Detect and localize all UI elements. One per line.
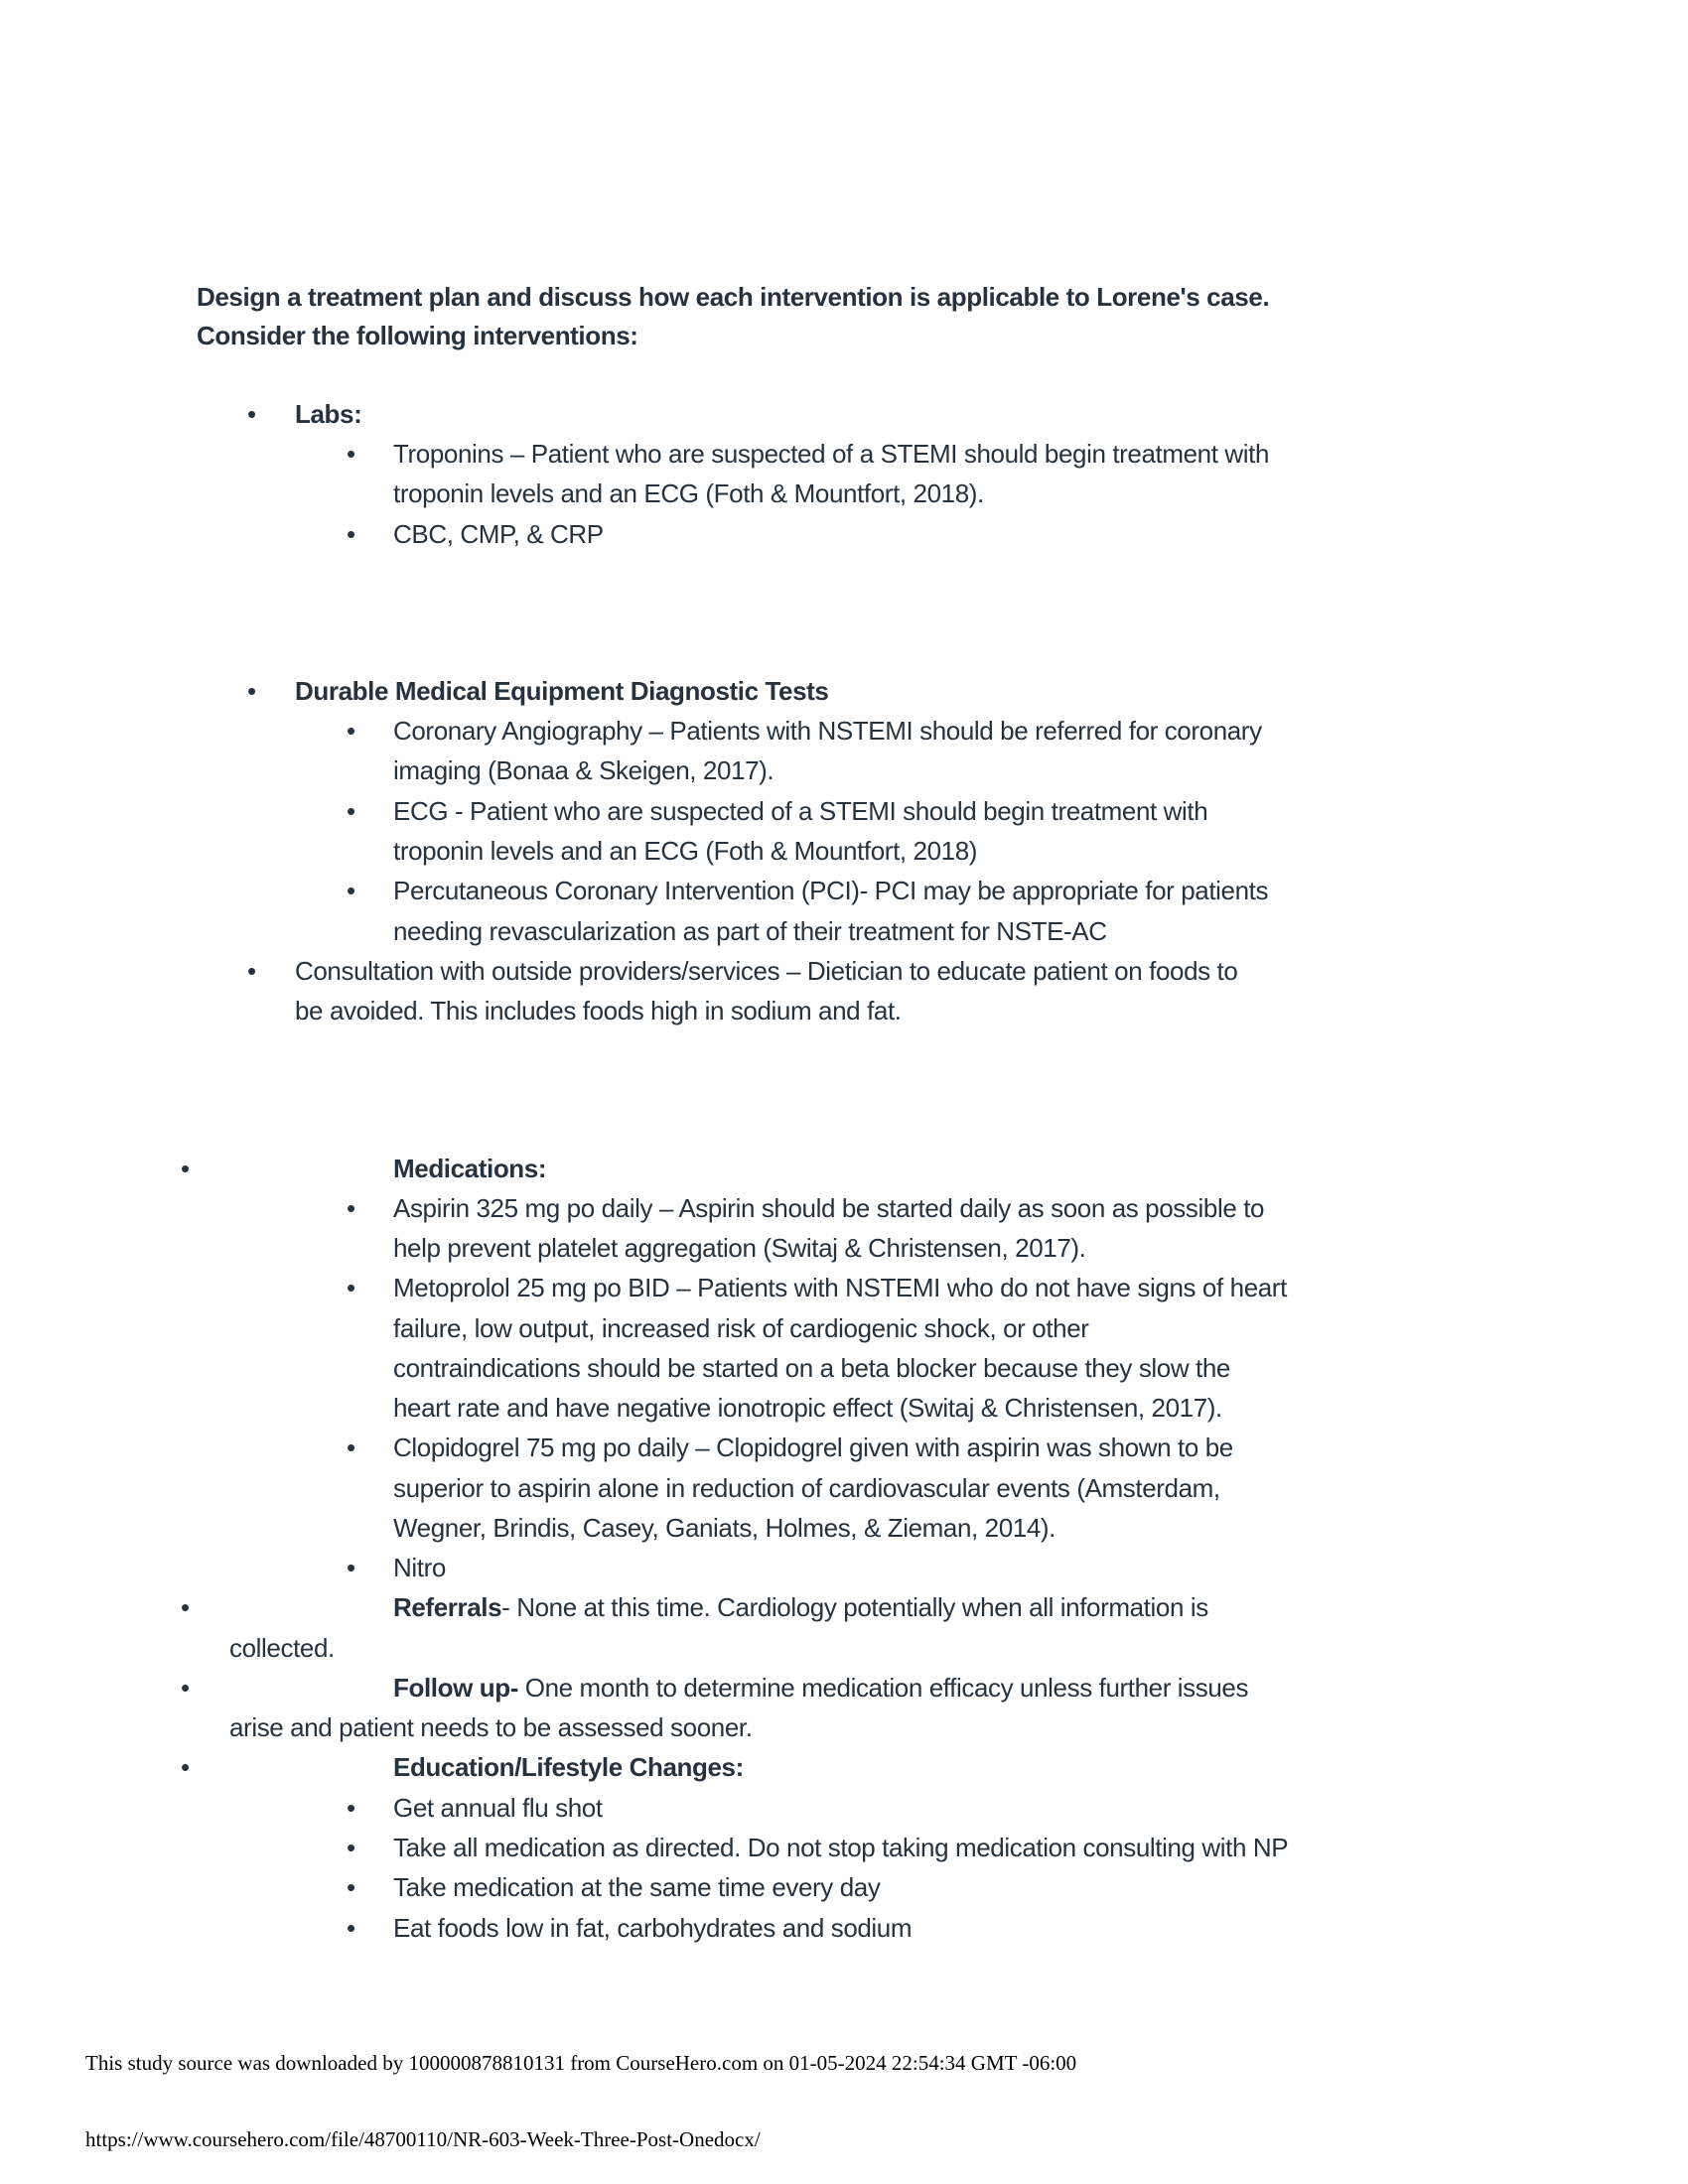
- bullet: •: [247, 956, 257, 986]
- list-item: troponin levels and an ECG (Foth & Mountfort, 2018): [393, 836, 978, 866]
- bullet: •: [347, 796, 356, 826]
- source-url-link[interactable]: https://www.coursehero.com/file/48700110/NR-603-Week-Three-Post-Onedocx/: [85, 2127, 761, 2151]
- list-item: Wegner, Brindis, Casey, Ganiats, Holmes, & Zieman, 2014).: [393, 1513, 1055, 1543]
- list-item: failure, low output, increased risk of cardiogenic shock, or other: [393, 1313, 1089, 1343]
- education-title: Education/Lifestyle Changes:: [393, 1752, 744, 1782]
- list-item: Coronary Angiography – Patients with NSTEMI should be referred for coronary: [393, 716, 1262, 746]
- list-item: Clopidogrel 75 mg po daily – Clopidogrel given with aspirin was shown to be: [393, 1433, 1233, 1462]
- follow-up-line-2: arise and patient needs to be assessed sooner.: [229, 1712, 753, 1742]
- bullet: •: [247, 399, 257, 429]
- bullet: •: [347, 1553, 356, 1582]
- bullet: •: [347, 876, 356, 905]
- referrals-text: [393, 1587, 1208, 1627]
- list-item: Get annual flu shot: [393, 1793, 603, 1823]
- list-item: needing revascularization as part of their treatment for NSTE-AC: [393, 916, 1107, 946]
- referrals-line-1: - None at this time. Cardiology potentially when all information is: [501, 1592, 1208, 1622]
- list-item: heart rate and have negative ionotropic effect (Switaj & Christensen, 2017).: [393, 1393, 1222, 1423]
- list-item: troponin levels and an ECG (Foth & Mountfort, 2018).: [393, 478, 984, 508]
- follow-up-line-1: One month to determine medication efficacy unless further issues: [517, 1673, 1249, 1703]
- bullet: •: [347, 1833, 356, 1862]
- consultation-text: Consultation with outside providers/services – Dietician to educate patient on foods to: [295, 956, 1238, 986]
- follow-up-text: [393, 1668, 1248, 1707]
- referrals-line-2: collected.: [229, 1633, 335, 1663]
- list-item: help prevent platelet aggregation (Switaj & Christensen, 2017).: [393, 1233, 1086, 1263]
- bullet: •: [347, 716, 356, 746]
- bullet: •: [181, 1673, 191, 1703]
- list-item: CBC, CMP, & CRP: [393, 519, 604, 549]
- labs-title: Labs:: [295, 399, 362, 429]
- list-item: Troponins – Patient who are suspected of a STEMI should begin treatment with: [393, 439, 1270, 469]
- heading-line-1: Design a treatment plan and discuss how each intervention is applicable to Lorene's case.: [197, 282, 1270, 312]
- consultation-text: be avoided. This includes foods high in sodium and fat.: [295, 996, 902, 1025]
- bullet: •: [347, 1872, 356, 1902]
- list-item: Take medication at the same time every day: [393, 1872, 881, 1902]
- list-item: Eat foods low in fat, carbohydrates and sodium: [393, 1913, 913, 1943]
- bullet: •: [347, 1193, 356, 1223]
- bullet: •: [181, 1592, 191, 1622]
- bullet: •: [347, 1273, 356, 1302]
- list-item: Percutaneous Coronary Intervention (PCI)- PCI may be appropriate for patients: [393, 876, 1269, 905]
- bullet: •: [347, 1913, 356, 1943]
- bullet: •: [347, 1793, 356, 1823]
- bullet: •: [347, 1433, 356, 1462]
- download-notice: This study source was downloaded by 100000878810131 from CourseHero.com on 01-05-2024 22:54:34 GMT -06:00: [85, 2051, 1077, 2075]
- list-item: superior to aspirin alone in reduction of cardiovascular events (Amsterdam,: [393, 1473, 1220, 1503]
- referrals-label: Referrals: [393, 1592, 502, 1622]
- medications-title: Medications:: [393, 1154, 547, 1183]
- follow-up-label: Follow up-: [393, 1673, 518, 1703]
- list-item: imaging (Bonaa & Skeigen, 2017).: [393, 755, 774, 785]
- list-item: contraindications should be started on a beta blocker because they slow the: [393, 1353, 1230, 1383]
- list-item: Nitro: [393, 1553, 446, 1582]
- bullet: •: [181, 1154, 191, 1183]
- bullet: •: [347, 519, 356, 549]
- bullet: •: [247, 676, 257, 706]
- list-item: ECG - Patient who are suspected of a STEMI should begin treatment with: [393, 796, 1208, 826]
- bullet: •: [181, 1752, 191, 1782]
- list-item: Aspirin 325 mg po daily – Aspirin should be started daily as soon as possible to: [393, 1193, 1265, 1223]
- list-item: Metoprolol 25 mg po BID – Patients with NSTEMI who do not have signs of heart: [393, 1273, 1287, 1302]
- list-item: Take all medication as directed. Do not stop taking medication consulting with NP: [393, 1833, 1289, 1862]
- bullet: •: [347, 439, 356, 469]
- heading-line-2: Consider the following interventions:: [197, 321, 638, 350]
- dme-title: Durable Medical Equipment Diagnostic Tests: [295, 676, 829, 706]
